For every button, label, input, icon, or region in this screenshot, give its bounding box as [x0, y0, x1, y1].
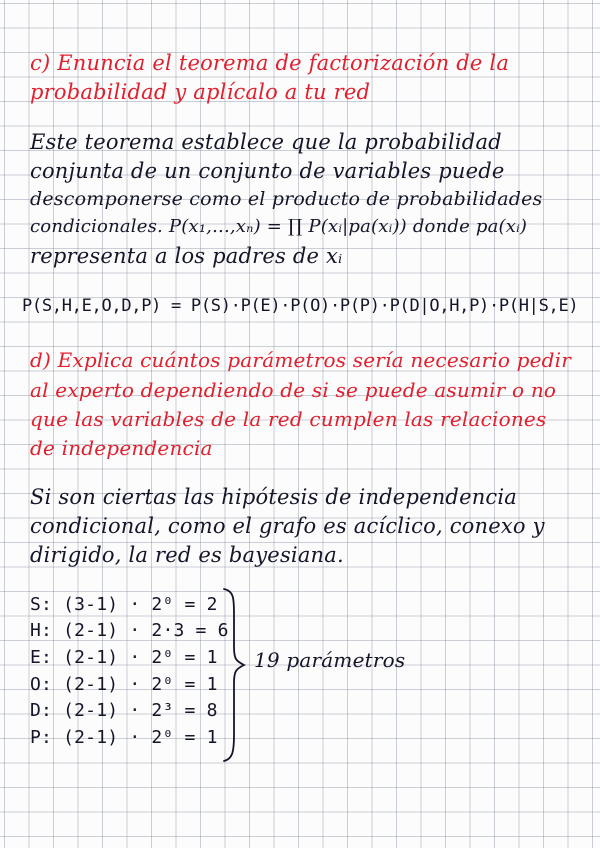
question-c-line-1: c) Enuncia el teorema de factorización de la: [30, 51, 510, 75]
answer-d-line-2: condicional, como el grafo es acíclico, conexo y: [30, 514, 545, 538]
answer-c-line-1: Este teorema establece que la probabilidad: [30, 130, 502, 154]
parameter-row-d: D: (2-1) · 2³ = 8: [30, 700, 218, 721]
answer-c-line-3: descomponerse como el producto de probabilidades: [30, 188, 543, 210]
question-d-line-3: que las variables de la red cumplen las relaciones: [30, 407, 547, 431]
answer-c-line-2: conjunta de un conjunto de variables puede: [30, 159, 505, 183]
answer-c-line-4: condicionales. P(x₁,...,xₙ) = ∏ P(xᵢ|pa(xᵢ)) donde pa(xᵢ): [30, 216, 528, 237]
parameter-row-h: H: (2-1) · 2·3 = 6: [30, 620, 229, 641]
answer-c-line-5: representa a los padres de xᵢ: [30, 244, 343, 268]
parameter-row-s: S: (3-1) · 2⁰ = 2: [30, 594, 218, 615]
parameter-row-o: O: (2-1) · 2⁰ = 1: [30, 674, 218, 695]
question-d-line-2: al experto dependiendo de si se puede asumir o no: [30, 378, 557, 402]
question-d-line-1: d) Explica cuántos parámetros sería necesario pedir: [30, 348, 572, 372]
question-c-line-2: probabilidad y aplícalo a tu red: [30, 80, 371, 104]
total-parameters: 19 parámetros: [254, 648, 406, 672]
parameter-row-p: P: (2-1) · 2⁰ = 1: [30, 727, 218, 748]
factorization-formula: P(S,H,E,O,D,P) = P(S)·P(E)·P(O)·P(P)·P(D|O,H,P)·P(H|S,E): [22, 296, 579, 316]
answer-d-line-3: dirigido, la red es bayesiana.: [30, 543, 344, 567]
question-d-line-4: de independencia: [30, 436, 213, 460]
answer-d-line-1: Si son ciertas las hipótesis de independencia: [30, 485, 518, 509]
parameter-row-e: E: (2-1) · 2⁰ = 1: [30, 647, 218, 668]
curly-brace-icon: [220, 585, 250, 765]
